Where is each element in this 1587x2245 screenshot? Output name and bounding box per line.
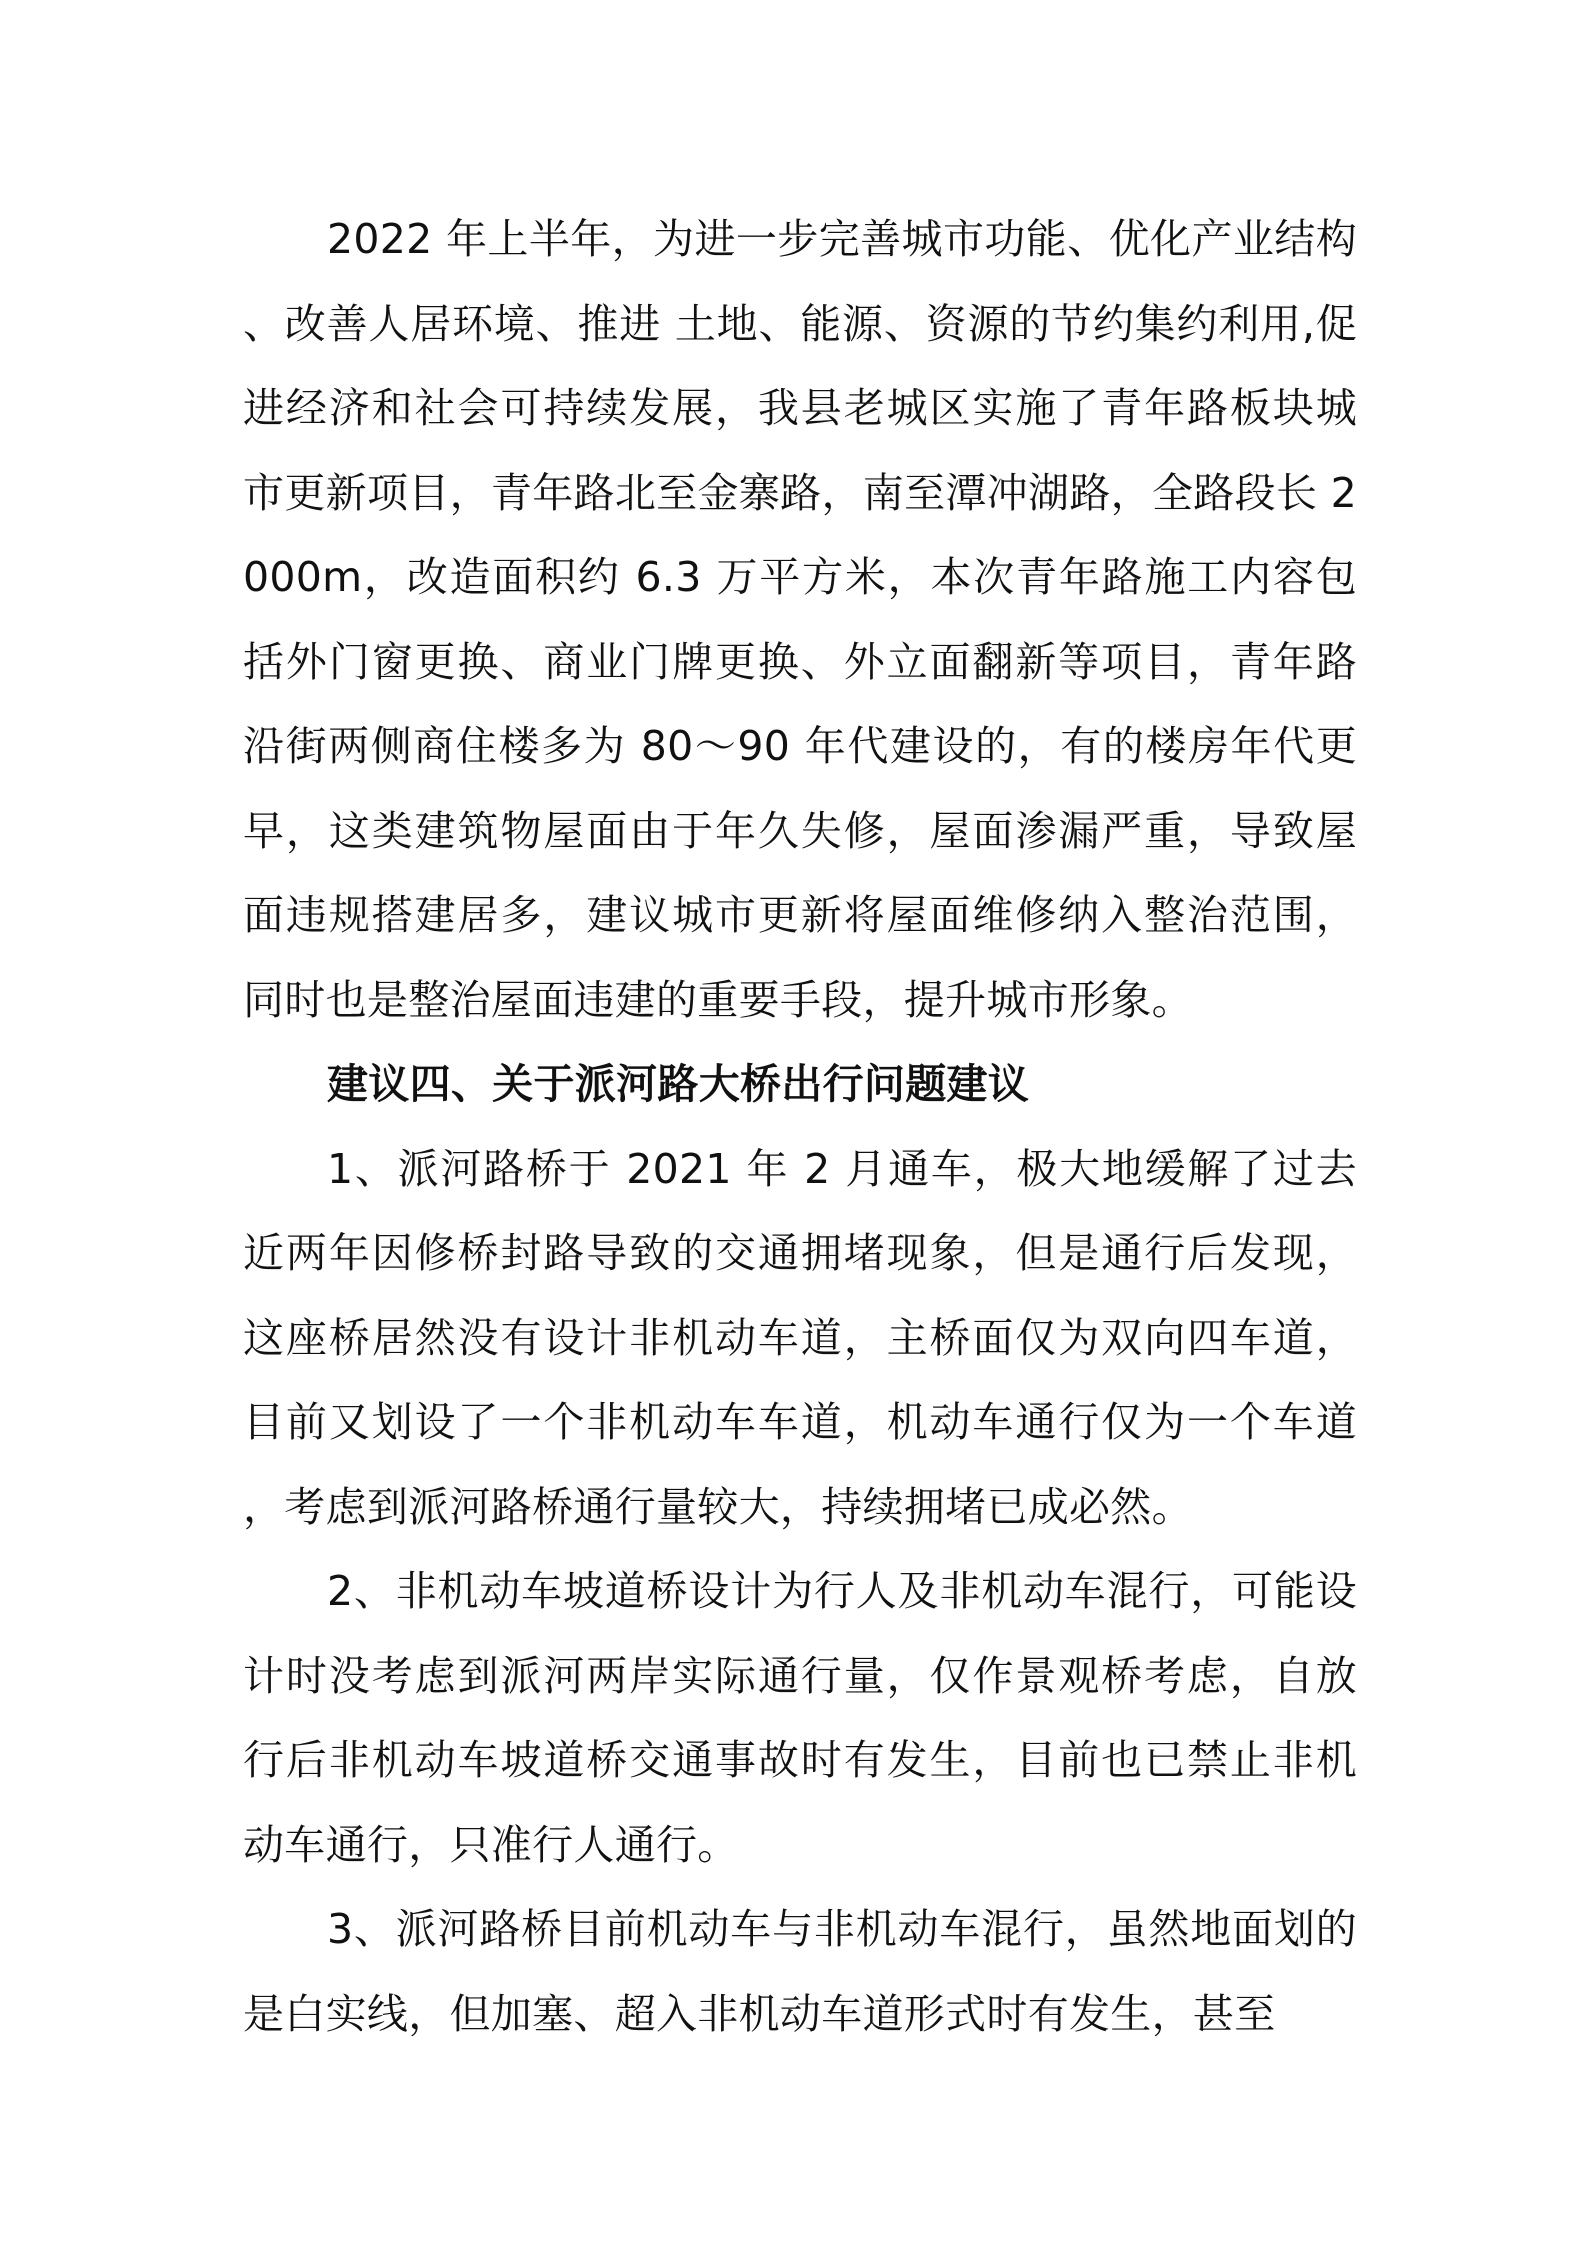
document-body — [243, 197, 1357, 2056]
section-heading: 建议四、关于派河路大桥出行问题建议 — [327, 1060, 1030, 1108]
list-item: 2、非机动车坡道桥设计为行人及非机动车混行，可能设计时没考虑到派河两岸实际通行量，仅作景观桥考虑，自放行后非机动车坡道桥交通事故时有发生，目前也已禁止非机动车通行，只准行人通行。 — [243, 1567, 1357, 1869]
list-item: 3、派河路桥目前机动车与非机动车混行，虽然地面划的是白实线，但加塞、超入非机动车道形式时有发生，甚至 — [243, 1905, 1357, 2038]
list-item: 1、派河路桥于 2021 年 2 月通车，极大地缓解了过去近两年因修桥封路导致的交通拥堵现象，但是通行后发现，这座桥居然没有设计非机动车道，主桥面仅为双向四车道，目前又划设了一个非机动车车道，机动车通行仅为一个车道，考虑到派河路桥通行量较大，持续拥堵已成必然。 — [243, 1144, 1357, 1531]
intro-paragraph: 2022 年上半年，为进一步完善城市功能、优化产业结构、改善人居环境、推进 土地、能源、资源的节约集约利用,促进经济和社会可持续发展，我县老城区实施了青年路板块城市更新项目，青年路北至金寨路，南至潭冲湖路，全路段长 2000m，改造面积约 6.3 万平方米，本次青年路施工内容包括外门窗更换、商业门牌更换、外立面翻新等项目，青年路沿街两侧商住楼多为 80～90 年代建设的，有的楼房年代更早，这类建筑物屋面由于年久失修，屋面渗漏严重，导致屋面违规搭建居多，建议城市更新将屋面维修纳入整治范围，同时也是整治屋面违建的重要手段，提升城市形象。 — [243, 215, 1357, 1024]
